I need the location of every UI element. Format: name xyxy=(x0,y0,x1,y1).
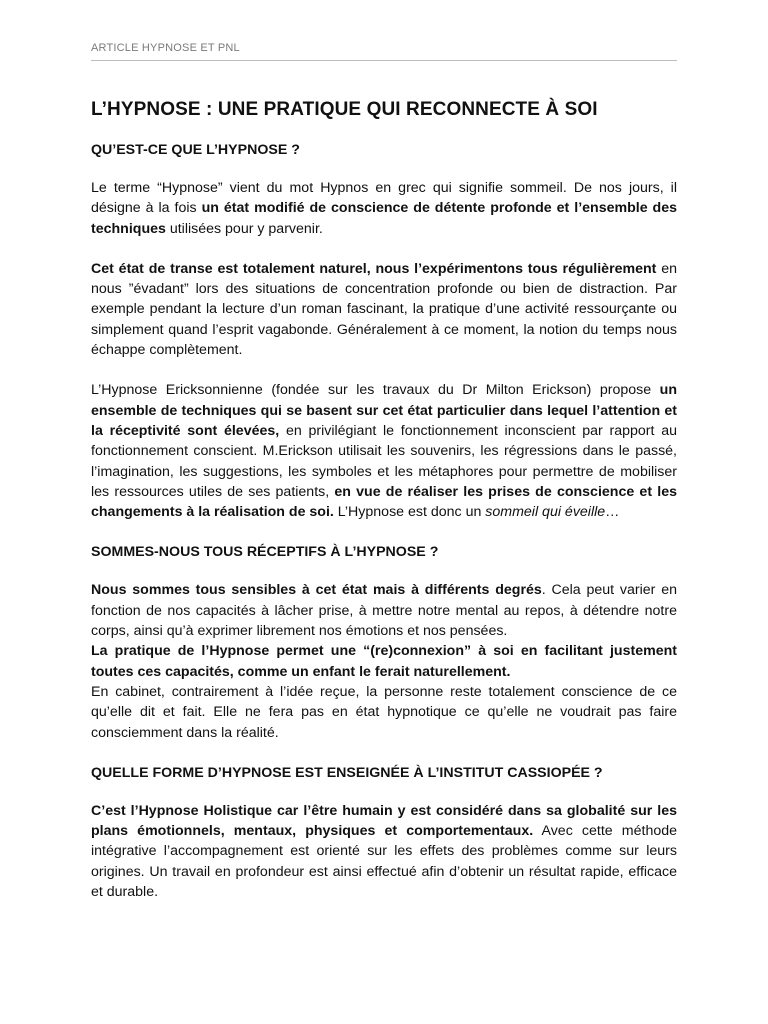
paragraph-holistic xyxy=(91,801,677,902)
bold-run: C’est l’Hypnose Holistique car l’être humain y est considéré dans sa globalité sur les plans émotionnels, mentaux, physiques et comportementaux. xyxy=(91,802,677,840)
text-run: L’Hypnose est donc un xyxy=(333,504,486,521)
bold-run: Cet état de transe est totalement naturel, nous l’expérimentons tous régulièrement xyxy=(91,260,657,277)
section-heading-what-is-hypnosis: QU’EST-CE QUE L’HYPNOSE ? xyxy=(91,142,300,158)
document-page xyxy=(91,0,677,1024)
article-title: L’HYPNOSE : UNE PRATIQUE QUI RECONNECTE À SOI xyxy=(91,99,598,120)
running-header: ARTICLE HYPNOSE ET PNL xyxy=(91,42,240,54)
text-run: Avec cette méthode intégrative l’accompagnement est orienté sur les effets des problèmes comme sur leurs origines. Un travail en profondeur est ainsi effectué afin d’obtenir un résultat rapide, efficace et durable. xyxy=(91,823,678,901)
paragraph-trance-state xyxy=(91,259,677,360)
text-run: L’Hypnose Ericksonnienne (fondée sur les travaux du Dr Milton Erickson) propose xyxy=(91,382,660,399)
text-run: utilisées pour y parvenir. xyxy=(165,220,323,237)
bold-run: La pratique de l’Hypnose permet une “(re)connexion” à soi en facilitant justement toutes ces capacités, comme un enfant le ferait naturellement. xyxy=(91,643,677,680)
bold-run: Nous sommes tous sensibles à cet état mais à différents degrés xyxy=(91,582,542,599)
bold-run: en vue de réaliser les prises de conscience et les changements à la réalisation de soi. xyxy=(91,483,677,521)
text-run: En cabinet, contrairement à l’idée reçue, la personne reste totalement conscience de ce qu’elle dit et fait. Elle ne fera pas en état hypnotique ce qu’elle ne voudrait pas faire consciemment dans la réalité. xyxy=(91,683,677,741)
bold-run: un état modifié de conscience de détente profonde et l’ensemble des techniques xyxy=(91,200,678,237)
text-run: … xyxy=(605,504,620,521)
text-run: . Cela peut varier en fonction de nos capacités à lâcher prise, à mettre notre mental au repos, à détendre notre corps, ainsi qu’à exprimer librement nos émotions et nos pensées. xyxy=(91,582,677,640)
bold-run: un ensemble de techniques qui se basent sur cet état particulier dans lequel l’attention et la réceptivité sont élevées, xyxy=(91,382,677,439)
text-run: Le terme “Hypnose” vient du mot Hypnos en grec qui signifie sommeil. De nos jours, il désigne à la fois xyxy=(91,180,677,217)
header-divider xyxy=(91,60,677,61)
text-run: en privilégiant le fonctionnement inconscient par rapport au fonctionnement conscient. M.Erickson utilisait les souvenirs, les régressions dans le passé, l’imagination, les suggestions, les symboles et les métaphores pour permettre de mobiliser les ressources utiles de ses patients, xyxy=(91,422,677,500)
section-heading-institute: QUELLE FORME D’HYPNOSE EST ENSEIGNÉE À L’INSTITUT CASSIOPÉE ? xyxy=(91,764,603,781)
article-body xyxy=(91,98,677,922)
paragraph-sensitivity xyxy=(91,580,677,641)
italic-run: sommeil qui éveille xyxy=(485,504,606,521)
paragraph-in-session xyxy=(91,682,677,743)
section-heading-receptivity: SOMMES-NOUS TOUS RÉCEPTIFS À L’HYPNOSE ? xyxy=(91,544,439,561)
paragraph-definition xyxy=(91,178,677,239)
paragraph-reconnection xyxy=(91,641,677,682)
text-run: en nous ”évadant” lors des situations de concentration profonde ou bien de distraction. Par exemple pendant la lecture d’un roman fascinant, la pratique d’une activité ressourçante ou simplement quand l’esprit vagabonde. Généralement à ce moment, la notion du temps nous échappe complètement. xyxy=(91,260,677,359)
paragraph-ericksonian xyxy=(91,380,677,522)
